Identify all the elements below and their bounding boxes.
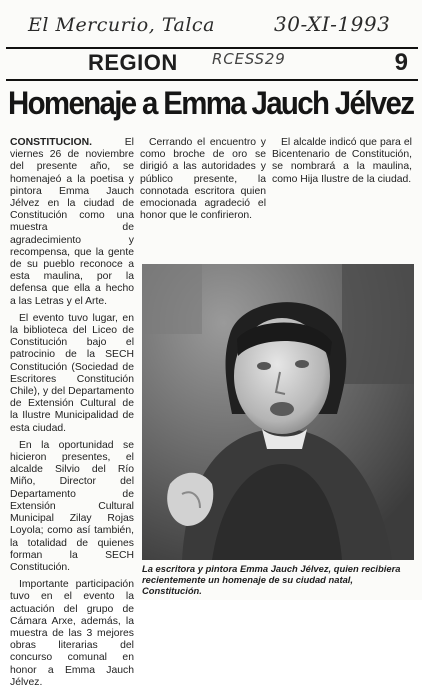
handwritten-date: 30-XI-1993: [274, 12, 391, 36]
paragraph-text: Importante participación tuvo en el evento la actuación del grupo de Cámara Arxe, además, la muestra de las 3 mejores obras literarias del concurso comunal en honor a Emma Jauch Jélvez.: [10, 579, 134, 688]
portrait-photo: [142, 264, 414, 560]
paragraph: Cerrando el encuentro y como broche de oro se dirigió a las autoridades y público presente, la connotada escritora quien emocionada agradeció el honor que le confirieron.: [140, 137, 266, 222]
paragraph: El alcalde indicó que para el Bicentenario de Constitución, se nombrará a la maulina, como Hija Ilustre de la ciudad.: [272, 137, 412, 185]
article-body: [6, 137, 418, 688]
paragraph: El evento tuvo lugar, en la biblioteca del Liceo de Constitución bajo el patrocinio de la SECH Constitución (Sociedad de Escritores Constitución Chile), y del Departamento de Extensión Cultural de la Ilustre Municipalidad de esta ciudad.: [10, 312, 134, 434]
paragraph: [10, 137, 134, 308]
section-title: REGION: [88, 50, 178, 75]
column-2: [140, 137, 266, 227]
column-3: [272, 137, 412, 191]
article-headline: Homenaje a Emma Jauch Jélvez: [8, 85, 414, 121]
handwritten-source: El Mercurio, Talca: [28, 14, 215, 36]
page-number: 9: [394, 49, 408, 76]
archive-code: RCESS29: [212, 50, 286, 68]
photo-caption: La escritora y pintora Emma Jauch Jélvez, quien recibiera recientemente un homenaje de su ciudad natal, Constitución.: [142, 563, 401, 596]
paragraph: [10, 579, 134, 689]
portrait-photo-illustration: [142, 264, 414, 560]
paragraph-text: El viernes 26 de noviembre del presente año, se homenajeó a la poetisa y pintora Emma Jauch Jélvez en la ciudad de Constitución como una muestra de agradecimiento y recompensa, que la gente de su pueblo reconoce a esta maulina, por la defensa que ella a hecho a las Letras y el Arte.: [10, 137, 134, 307]
column-1: [10, 137, 134, 694]
paragraph: En la oportunidad se hicieron presentes, el alcalde Silvio del Río Miño, Director del Departamento de Extensión Cultural Municipal Zilay Rojas Loyola; como así también, la totalidad de quienes forman la SECH Constitución.: [10, 439, 134, 573]
dateline: CONSTITUCION.: [10, 137, 92, 148]
handwritten-annotation: [6, 8, 416, 48]
